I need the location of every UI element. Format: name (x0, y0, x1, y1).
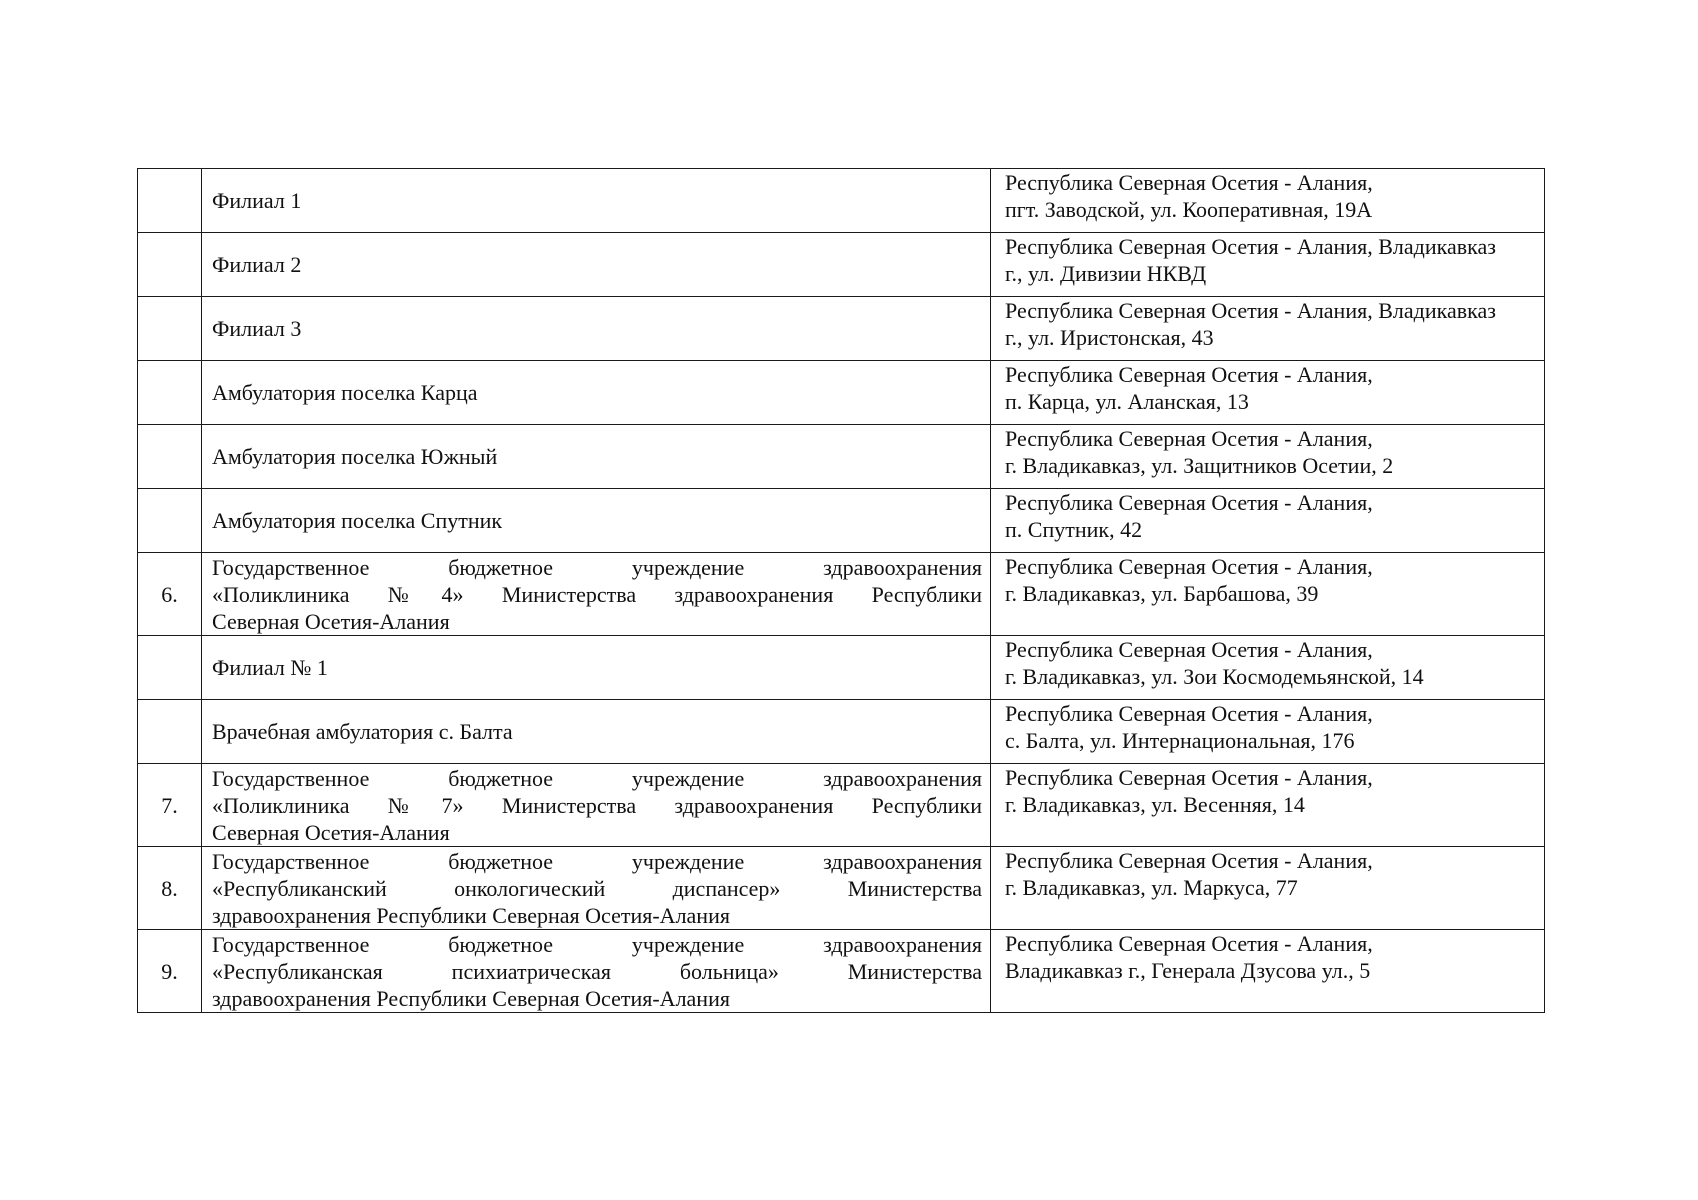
address-line: Республика Северная Осетия - Алания, (1005, 637, 1373, 662)
row-number: 9. (138, 930, 202, 1013)
address-cell (991, 361, 1545, 425)
institution-name-cell (202, 489, 991, 553)
address-line: п. Спутник, 42 (1005, 517, 1143, 542)
institution-name-line: Филиал 3 (212, 316, 302, 341)
table-body (138, 169, 1545, 1013)
address-line: Республика Северная Осетия - Алания, (1005, 170, 1373, 195)
row-number (138, 636, 202, 700)
address-cell (991, 489, 1545, 553)
table-row (138, 489, 1545, 553)
address-cell (991, 700, 1545, 764)
address-line: п. Карца, ул. Аланская, 13 (1005, 389, 1249, 414)
address-line: Республика Северная Осетия - Алания, (1005, 931, 1373, 956)
address-line: пгт. Заводской, ул. Кооперативная, 19А (1005, 197, 1373, 222)
address-line: Республика Северная Осетия - Алания, Владикавказ (1005, 298, 1496, 323)
institution-name-cell (202, 553, 991, 636)
table-row (138, 847, 1545, 930)
institution-name-line: «Республиканский онкологический диспансер» Министерства (212, 875, 982, 901)
address-line: Республика Северная Осетия - Алания, (1005, 701, 1373, 726)
address-cell (991, 425, 1545, 489)
row-number (138, 297, 202, 361)
address-line: Владикавказ г., Генерала Дзусова ул., 5 (1005, 958, 1371, 983)
institution-name-cell (202, 169, 991, 233)
table-row (138, 425, 1545, 489)
table-row (138, 233, 1545, 297)
institution-name-line: Государственное бюджетное учреждение здравоохранения (212, 931, 982, 957)
row-number: 6. (138, 553, 202, 636)
institution-name-line: Государственное бюджетное учреждение здравоохранения (212, 765, 982, 791)
institution-name-line: «Республиканская психиатрическая больница» Министерства (212, 958, 982, 984)
row-number (138, 361, 202, 425)
address-line: г. Владикавказ, ул. Защитников Осетии, 2 (1005, 453, 1394, 478)
institution-name-line: Северная Осетия-Алания (212, 608, 450, 634)
institution-name-cell (202, 930, 991, 1013)
address-line: Республика Северная Осетия - Алания, (1005, 362, 1373, 387)
row-number (138, 169, 202, 233)
address-line: г. Владикавказ, ул. Зои Космодемьянской, 14 (1005, 664, 1424, 689)
institution-name-line: «Поликлиника №7» Министерства здравоохранения Республики (212, 792, 982, 818)
address-line: с. Балта, ул. Интернациональная, 176 (1005, 728, 1355, 753)
institution-name-cell (202, 233, 991, 297)
address-line: г. Владикавказ, ул. Барбашова, 39 (1005, 581, 1319, 606)
institution-name-line: Амбулатория поселка Карца (212, 380, 478, 405)
institution-name-line: Филиал 1 (212, 188, 302, 213)
address-cell (991, 169, 1545, 233)
address-line: г. Владикавказ, ул. Маркуса, 77 (1005, 875, 1298, 900)
table-row (138, 361, 1545, 425)
address-line: Республика Северная Осетия - Алания, (1005, 848, 1373, 873)
institution-name-line: Амбулатория поселка Южный (212, 444, 498, 469)
institution-name-cell (202, 847, 991, 930)
institution-name-line: Северная Осетия-Алания (212, 819, 450, 845)
institution-name-line: здравоохранения Республики Северная Осетия-Алания (212, 985, 730, 1011)
address-cell (991, 930, 1545, 1013)
row-number (138, 425, 202, 489)
row-number: 7. (138, 764, 202, 847)
institution-name-cell (202, 700, 991, 764)
address-cell (991, 553, 1545, 636)
institution-name-line: Амбулатория поселка Спутник (212, 508, 503, 533)
institution-name-line: Государственное бюджетное учреждение здравоохранения (212, 554, 982, 580)
row-number (138, 489, 202, 553)
address-line: г., ул. Дивизии НКВД (1005, 261, 1207, 286)
table-row (138, 636, 1545, 700)
institution-name-line: Филиал № 1 (212, 655, 328, 680)
address-cell (991, 233, 1545, 297)
address-cell (991, 764, 1545, 847)
address-line: г., ул. Иристонская, 43 (1005, 325, 1214, 350)
institution-name-cell (202, 764, 991, 847)
institution-name-line: здравоохранения Республики Северная Осетия-Алания (212, 902, 730, 928)
address-line: Республика Северная Осетия - Алания, (1005, 765, 1373, 790)
address-line: г. Владикавказ, ул. Весенняя, 14 (1005, 792, 1305, 817)
row-number (138, 233, 202, 297)
row-number (138, 700, 202, 764)
institution-name-cell (202, 636, 991, 700)
table-row (138, 297, 1545, 361)
row-number: 8. (138, 847, 202, 930)
institution-name-line: Государственное бюджетное учреждение здравоохранения (212, 848, 982, 874)
table-row (138, 169, 1545, 233)
table-row (138, 553, 1545, 636)
institution-name-cell (202, 297, 991, 361)
address-line: Республика Северная Осетия - Алания, (1005, 554, 1373, 579)
address-cell (991, 636, 1545, 700)
address-line: Республика Северная Осетия - Алания, Владикавказ (1005, 234, 1496, 259)
institution-name-line: Врачебная амбулатория с. Балта (212, 719, 513, 744)
address-cell (991, 847, 1545, 930)
institution-name-line: Филиал 2 (212, 252, 302, 277)
institution-name-line: «Поликлиника №4» Министерства здравоохранения Республики (212, 581, 982, 607)
institutions-table (137, 168, 1545, 1013)
table-row (138, 700, 1545, 764)
address-cell (991, 297, 1545, 361)
institution-name-cell (202, 425, 991, 489)
table-row (138, 930, 1545, 1013)
table-row (138, 764, 1545, 847)
institution-name-cell (202, 361, 991, 425)
address-line: Республика Северная Осетия - Алания, (1005, 426, 1373, 451)
address-line: Республика Северная Осетия - Алания, (1005, 490, 1373, 515)
